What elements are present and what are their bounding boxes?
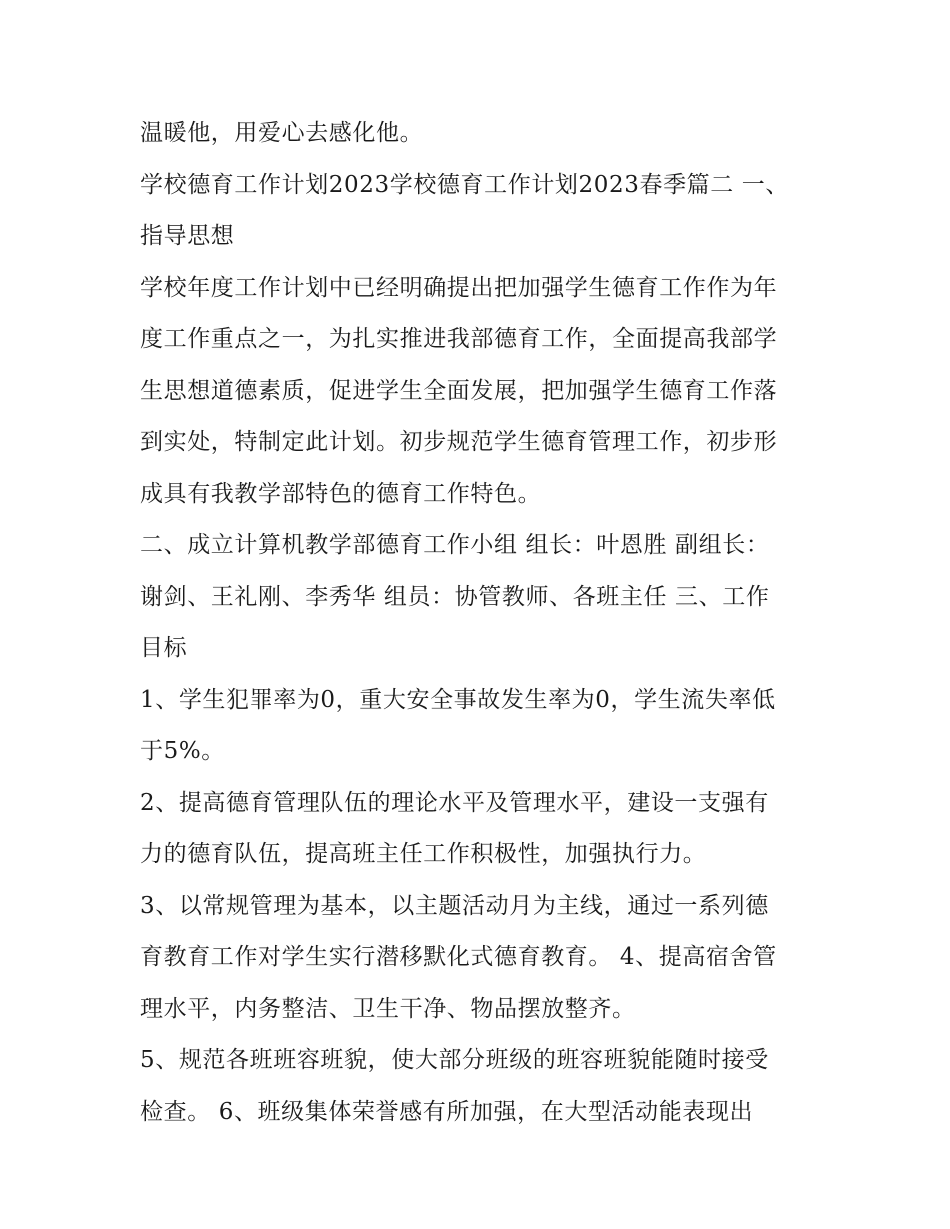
text-line: 指导思想 (140, 223, 235, 249)
text-line: 1、学生犯罪率为0，重大安全事故发生率为0，学生流失率低 (140, 686, 776, 713)
text-line: 3、以常规管理为基本，以主题活动月为主线，通过一系列德 (140, 892, 769, 919)
text-line: 理水平，内务整洁、卫生干净、物品摆放整齐。 (140, 995, 636, 1022)
text-line: 温暖他，用爱心去感化他。 (140, 120, 424, 146)
text-line: 二、成立计算机教学部德育工作小组 组长：叶恩胜 副组长： (140, 532, 770, 558)
text-line: 5、规范各班班容班貌，使大部分班级的班容班貌能随时接受 (140, 1047, 769, 1073)
document-body (140, 108, 820, 1138)
text-line: 谢剑、王礼刚、李秀华 组员：协管教师、各班主任 三、工作 (140, 583, 770, 610)
text-line: 检查。 6、班级集体荣誉感有所加强，在大型活动能表现出 (140, 1098, 754, 1125)
text-line: 目标 (140, 635, 188, 661)
text-line: 力的德育队伍，提高班主任工作积极性，加强执行力。 (140, 841, 707, 867)
text-line: 到实处，特制定此计划。初步规范学生德育管理工作，初步形 (140, 429, 778, 455)
text-line: 成具有我教学部特色的德育工作特色。 (140, 480, 542, 507)
text-line: 度工作重点之一，为扎实推进我部德育工作，全面提高我部学 (140, 326, 778, 352)
text-line: 于5%。 (140, 738, 225, 764)
text-line: 学校德育工作计划2023学校德育工作计划2023春季篇二 一、 (140, 171, 789, 198)
text-line: 2、提高德育管理队伍的理论水平及管理水平，建设一支强有 (140, 789, 769, 816)
text-line: 学校年度工作计划中已经明确提出把加强学生德育工作作为年 (140, 274, 778, 301)
text-line: 生思想道德素质，促进学生全面发展，把加强学生德育工作落 (140, 377, 778, 404)
text-line: 育教育工作对学生实行潜移默化式德育教育。 4、提高宿舍管 (140, 944, 777, 970)
